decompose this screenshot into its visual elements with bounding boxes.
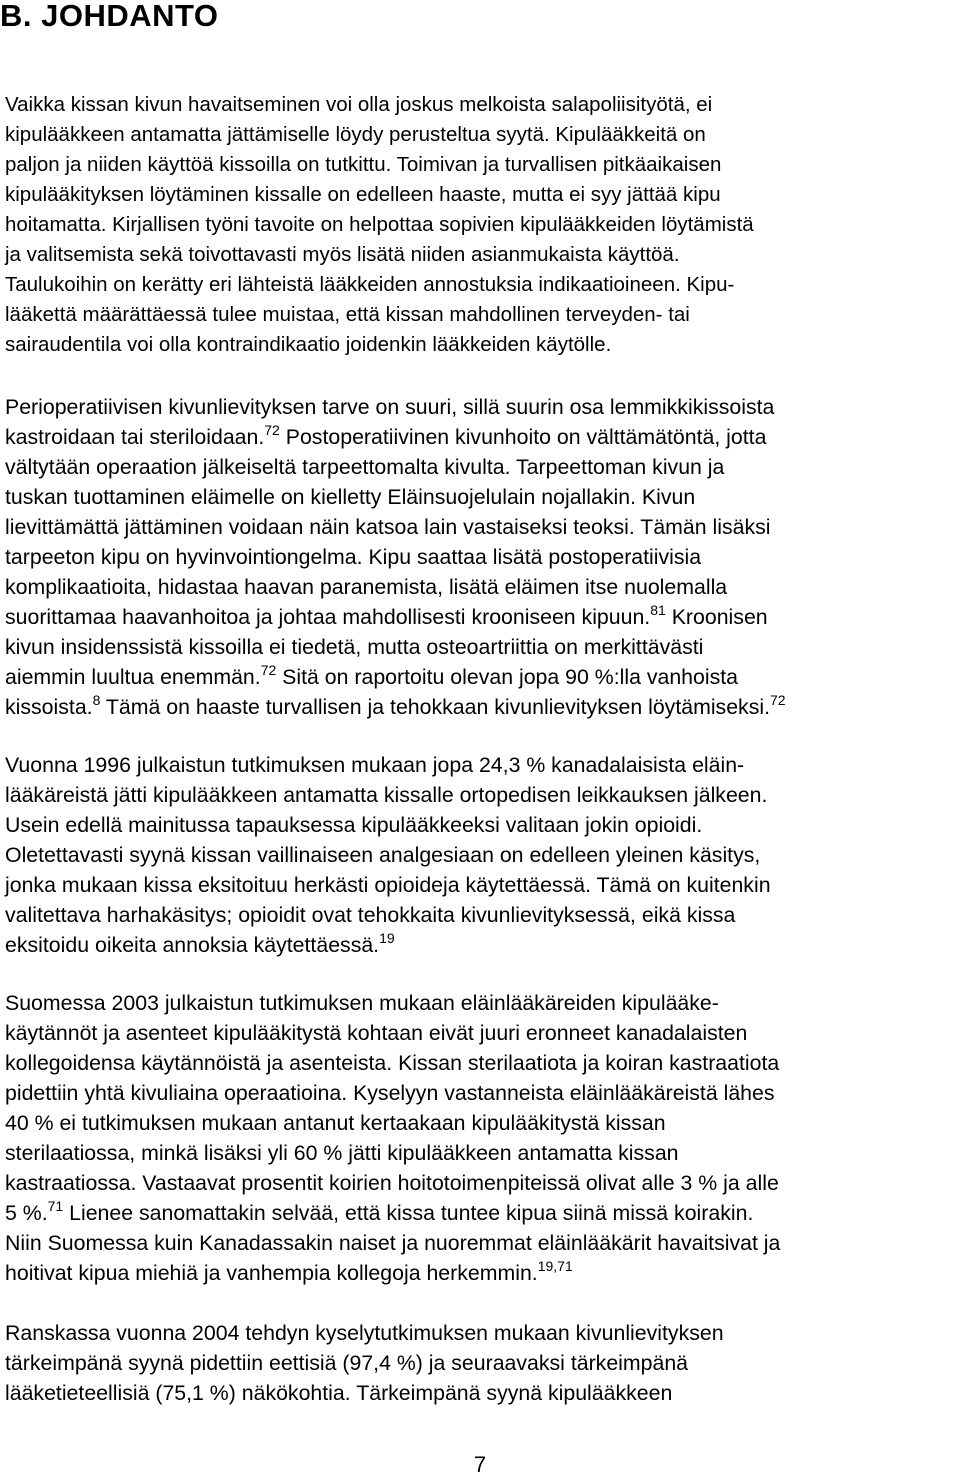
text-segment: suorittamaa haavanhoitoa ja johtaa mahdollisesti krooniseen kipuun. (5, 605, 651, 629)
text-segment: ja valitsemista sekä toivottavasti myös lisätä niiden asianmukaista käyttöä. (5, 243, 680, 266)
text-line (5, 1378, 955, 1408)
text-segment: komplikaatioita, hidastaa haavan paranemista, lisätä eläimen itse nuolemalla (5, 575, 728, 599)
text-segment: aiemmin luultua enemmän. (5, 665, 261, 689)
text-line (5, 1138, 955, 1168)
text-segment: Sitä on raportoitu olevan jopa 90 %:lla vanhoista (276, 665, 738, 689)
text-line (5, 1348, 955, 1378)
text-segment: lääkäreistä jätti kipulääkkeen antamatta kissalle ortopedisen leikkauksen jälkeen. (5, 783, 768, 807)
citation-superscript: 72 (770, 692, 786, 708)
text-line (5, 1108, 955, 1138)
text-line (5, 120, 955, 150)
text-line (5, 662, 955, 692)
citation-superscript: 19 (379, 930, 395, 946)
text-segment: Postoperatiivinen kivunhoito on välttämätöntä, jotta (279, 425, 767, 449)
text-segment: Vaikka kissan kivun havaitseminen voi olla joskus melkoista salapoliisityötä, ei (5, 93, 713, 116)
text-line (5, 542, 955, 572)
text-line (5, 482, 955, 512)
text-segment: Tämä on haaste turvallisen ja tehokkaan kivunlievityksen löytämiseksi. (100, 695, 770, 719)
text-line (5, 1318, 955, 1348)
text-line (5, 300, 955, 330)
text-line (5, 512, 955, 542)
paragraph-introduction (5, 90, 955, 360)
text-segment: hoitamatta. Kirjallisen työni tavoite on helpottaa sopivien kipulääkkeiden löytämistä (5, 213, 754, 236)
text-line (5, 270, 955, 300)
text-line (5, 180, 955, 210)
text-line (5, 780, 955, 810)
text-segment: Oletettavasti syynä kissan vaillinaiseen analgesiaan on edelleen yleinen käsitys, (5, 843, 761, 867)
text-segment: tarpeeton kipu on hyvinvointiongelma. Kipu saattaa lisätä postoperatiivisia (5, 545, 702, 569)
text-line (5, 1168, 955, 1198)
citation-superscript: 81 (650, 602, 666, 618)
text-line (5, 750, 955, 780)
text-segment: käytännöt ja asenteet kipulääkitystä kohtaan eivät juuri eronneet kanadalaisten (5, 1021, 748, 1045)
text-line (5, 602, 955, 632)
text-segment: jonka mukaan kissa eksitoituu herkästi opioideja käytettäessä. Tämä on kuitenkin (5, 873, 771, 897)
text-line (5, 810, 955, 840)
text-segment: Vuonna 1996 julkaistun tutkimuksen mukaan jopa 24,3 % kanadalaisista eläin- (5, 753, 745, 777)
text-segment: Taulukoihin on kerätty eri lähteistä lääkkeiden annostuksia indikaatioineen. Kipu- (5, 273, 735, 296)
text-line (5, 150, 955, 180)
text-segment: kivun insidenssistä kissoilla ei tiedetä, mutta osteoartriittia on merkittävästi (5, 635, 704, 659)
text-segment: Lienee sanomattakin selvää, että kissa tuntee kipua siinä missä koirakin. (63, 1201, 754, 1225)
text-segment: Ranskassa vuonna 2004 tehdyn kyselytutkimuksen mukaan kivunlievityksen (5, 1321, 724, 1345)
text-segment: kissoista. (5, 695, 93, 719)
text-segment: 40 % ei tutkimuksen mukaan antanut kertaakaan kipulääkitystä kissan (5, 1111, 666, 1135)
text-line (5, 572, 955, 602)
text-segment: kollegoidensa käytännöistä ja asenteista. Kissan sterilaatiota ja koiran kastraatiota (5, 1051, 780, 1075)
page-number: 7 (473, 1452, 487, 1477)
text-segment: lääketieteellisiä (75,1 %) näkökohtia. Tärkeimpänä syynä kipulääkkeen (5, 1381, 673, 1405)
text-line (5, 692, 955, 722)
text-segment: Usein edellä mainitussa tapauksessa kipulääkkeeksi valitaan jokin opioidi. (5, 813, 703, 837)
citation-superscript: 72 (260, 662, 277, 678)
text-line (5, 90, 955, 120)
text-line (5, 632, 955, 662)
section-heading: B. JOHDANTO (0, 0, 219, 33)
text-line (5, 392, 955, 422)
citation-superscript: 72 (264, 422, 280, 438)
text-segment: valitettava harhakäsitys; opioidit ovat tehokkaita kivunlievityksessä, eikä kissa (5, 903, 736, 927)
text-segment: 5 %. (5, 1201, 48, 1225)
text-line (5, 1228, 955, 1258)
paragraph-france-2004-study (5, 1318, 955, 1408)
text-line (5, 988, 955, 1018)
text-segment: tuskan tuottaminen eläimelle on kielletty Eläinsuojelulain nojallakin. Kivun (5, 485, 696, 509)
text-line (5, 240, 955, 270)
text-segment: Perioperatiivisen kivunlievityksen tarve on suuri, sillä suurin osa lemmikkikissoista (5, 395, 775, 419)
paragraph-canada-1996-study (5, 750, 955, 960)
text-line (5, 930, 955, 960)
paragraph-perioperative-pain (5, 392, 955, 722)
text-segment: lääkettä määrättäessä tulee muistaa, että kissan mahdollinen terveyden- tai (5, 303, 690, 326)
text-line (5, 1048, 955, 1078)
text-line (5, 1198, 955, 1228)
text-line (5, 422, 955, 452)
text-segment: Suomessa 2003 julkaistun tutkimuksen mukaan eläinlääkäreiden kipulääke- (5, 991, 719, 1015)
citation-superscript: 71 (47, 1198, 64, 1214)
citation-superscript: 19,71 (537, 1258, 573, 1274)
text-segment: kastroidaan tai steriloidaan. (5, 425, 265, 449)
text-line (5, 870, 955, 900)
text-line (5, 210, 955, 240)
text-line (5, 452, 955, 482)
text-segment: sterilaatiossa, minkä lisäksi yli 60 % jätti kipulääkkeen antamatta kissan (5, 1141, 679, 1165)
text-segment: vältytään operaation jälkeiseltä tarpeettomalta kivulta. Tarpeettoman kivun ja (5, 455, 725, 479)
text-segment: kipulääkkeen antamatta jättämiselle löydy perusteltua syytä. Kipulääkkeitä on (5, 123, 706, 146)
text-segment: kipulääkityksen löytäminen kissalle on edelleen haaste, mutta ei syy jättää kipu (5, 183, 721, 206)
text-segment: pidettiin yhtä kivuliaina operaatioina. Kyselyyn vastanneista eläinlääkäreistä lähes (5, 1081, 775, 1105)
text-segment: sairaudentila voi olla kontraindikaatio joidenkin lääkkeiden käytölle. (5, 333, 612, 356)
text-segment: Niin Suomessa kuin Kanadassakin naiset ja nuoremmat eläinlääkärit havaitsivat ja (5, 1231, 781, 1255)
text-segment: eksitoidu oikeita annoksia käytettäessä. (5, 933, 380, 957)
text-line (5, 840, 955, 870)
text-line (5, 1078, 955, 1108)
text-segment: Kroonisen (665, 605, 768, 629)
text-segment: hoitivat kipua miehiä ja vanhempia kollegoja herkemmin. (5, 1261, 538, 1285)
text-segment: kastraatiossa. Vastaavat prosentit koirien hoitotoimenpiteissä olivat alle 3 % ja alle (5, 1171, 779, 1195)
citation-superscript: 8 (92, 692, 101, 708)
text-line (5, 1258, 955, 1288)
paragraph-finland-2003-study (5, 988, 955, 1288)
text-line (5, 1018, 955, 1048)
text-line (5, 330, 955, 360)
text-segment: tärkeimpänä syynä pidettiin eettisiä (97,4 %) ja seuraavaksi tärkeimpänä (5, 1351, 689, 1375)
text-segment: paljon ja niiden käyttöä kissoilla on tutkittu. Toimivan ja turvallisen pitkäaikaisen (5, 153, 722, 176)
text-line (5, 900, 955, 930)
text-segment: lievittämättä jättäminen voidaan näin katsoa lain vastaiseksi teoksi. Tämän lisäksi (5, 515, 771, 539)
